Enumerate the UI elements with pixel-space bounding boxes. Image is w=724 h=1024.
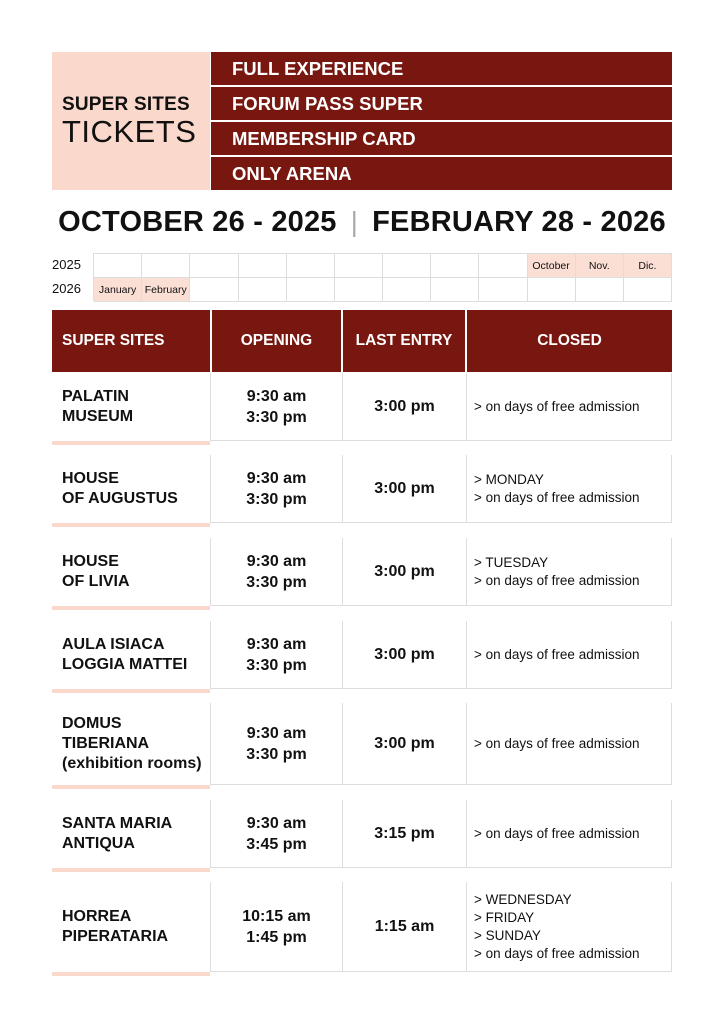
closed-days — [467, 703, 672, 785]
closed-item: > on days of free admission — [474, 489, 640, 505]
calendar-cell-2026-10 — [528, 278, 576, 302]
site-name — [52, 800, 210, 868]
closed-days — [467, 800, 672, 868]
opening-time: 9:30 am — [246, 635, 307, 653]
closed-item: > on days of free admission — [474, 572, 640, 588]
calendar-cell-2025-9 — [479, 254, 527, 278]
opening-time: 9:30 am — [246, 814, 307, 832]
closed-item: > SUNDAY — [474, 927, 541, 943]
opening-hours — [210, 538, 343, 606]
calendar-year-2025: 2025 — [52, 257, 81, 272]
closed-item: > on days of free admission — [474, 735, 640, 751]
site-name-line: OF AUGUSTUS — [62, 490, 178, 507]
site-name-line: MUSEUM — [62, 408, 134, 425]
closed-item: > TUESDAY — [474, 554, 549, 570]
calendar-cell-2025-8 — [431, 254, 479, 278]
opening-time: 9:30 am — [246, 724, 307, 742]
calendar-cell-2026-1: January — [94, 278, 142, 302]
table-row — [52, 621, 672, 689]
site-name — [52, 455, 210, 523]
opening-time: 9:30 am — [246, 387, 307, 405]
header-super-sites: SUPER SITES — [52, 310, 210, 372]
calendar-year-2026: 2026 — [52, 281, 81, 296]
ticket-header — [52, 52, 672, 190]
last-entry-time: 3:00 pm — [343, 538, 467, 606]
calendar-cell-2025-7 — [383, 254, 431, 278]
date-separator: | — [350, 206, 359, 237]
calendar-cell-2025-11: Nov. — [576, 254, 624, 278]
calendar-cell-2026-9 — [479, 278, 527, 302]
site-name-line: AULA ISIACA — [62, 636, 165, 653]
table-row — [52, 373, 672, 441]
opening-hours — [210, 455, 343, 523]
opening-time: 3:30 pm — [246, 656, 307, 674]
opening-time: 10:15 am — [242, 907, 311, 925]
header-last-entry: LAST ENTRY — [343, 310, 465, 372]
calendar-cell-2026-5 — [287, 278, 335, 302]
title-line-1: SUPER SITES — [62, 94, 190, 115]
calendar-cell-2025-10: October — [528, 254, 576, 278]
opening-time: 1:45 pm — [246, 928, 307, 946]
closed-item: > FRIDAY — [474, 909, 535, 925]
ticket-type-only-arena: ONLY ARENA — [211, 157, 672, 190]
site-name — [52, 538, 210, 606]
table-row — [52, 882, 672, 972]
opening-hours — [210, 882, 343, 972]
site-name-line: LOGGIA MATTEI — [62, 656, 188, 673]
opening-time: 3:30 pm — [246, 573, 307, 591]
opening-time: 3:45 pm — [246, 835, 307, 853]
site-name-line: SANTA MARIA — [62, 815, 173, 832]
header-opening: OPENING — [212, 310, 341, 372]
schedule-table-header — [52, 310, 672, 372]
site-name — [52, 882, 210, 972]
table-row — [52, 800, 672, 868]
calendar-cell-2026-8 — [431, 278, 479, 302]
table-row — [52, 455, 672, 523]
closed-item: > on days of free admission — [474, 945, 640, 961]
calendar-cell-2025-12: Dic. — [624, 254, 672, 278]
site-name-underline — [52, 785, 210, 789]
ticket-type-forum-pass-super: FORUM PASS SUPER — [211, 87, 672, 120]
site-name — [52, 373, 210, 441]
site-name — [52, 703, 210, 785]
site-name-line: (exhibition rooms) — [62, 755, 202, 772]
calendar-cell-2026-4 — [239, 278, 287, 302]
site-name-line: PALATIN — [62, 388, 129, 405]
closed-item: > on days of free admission — [474, 825, 640, 841]
opening-hours — [210, 800, 343, 868]
site-name-line: HOUSE — [62, 470, 119, 487]
site-name-line: HOUSE — [62, 553, 119, 570]
site-name-underline — [52, 441, 210, 445]
table-row — [52, 703, 672, 785]
site-name-underline — [52, 972, 210, 976]
title-line-2: TICKETS — [62, 114, 197, 149]
ticket-type-full-experience: FULL EXPERIENCE — [211, 52, 672, 85]
last-entry-time: 3:00 pm — [343, 703, 467, 785]
closed-days — [467, 373, 672, 441]
opening-hours — [210, 621, 343, 689]
calendar-cell-2025-3 — [190, 254, 238, 278]
site-name — [52, 621, 210, 689]
last-entry-time: 3:15 pm — [343, 800, 467, 868]
site-name-underline — [52, 523, 210, 527]
header-closed: CLOSED — [467, 310, 672, 372]
ticket-type-membership-card: MEMBERSHIP CARD — [211, 122, 672, 155]
site-name-line: PIPERATARIA — [62, 928, 169, 945]
site-name-underline — [52, 689, 210, 693]
opening-time: 3:30 pm — [246, 408, 307, 426]
closed-days — [467, 621, 672, 689]
calendar-cell-2026-12 — [624, 278, 672, 302]
calendar-cell-2026-7 — [383, 278, 431, 302]
calendar-grid — [93, 253, 672, 301]
site-name-line: TIBERIANA — [62, 735, 150, 752]
closed-item: > WEDNESDAY — [474, 891, 572, 907]
date-end: FEBRUARY 28 - 2026 — [372, 205, 666, 238]
site-name-line: DOMUS — [62, 715, 122, 732]
calendar-cell-2025-6 — [335, 254, 383, 278]
closed-item: > MONDAY — [474, 471, 544, 487]
opening-time: 3:30 pm — [246, 490, 307, 508]
opening-hours — [210, 373, 343, 441]
calendar-cell-2025-2 — [142, 254, 190, 278]
table-row — [52, 538, 672, 606]
calendar-cell-2025-5 — [287, 254, 335, 278]
calendar-cell-2025-4 — [239, 254, 287, 278]
opening-time: 9:30 am — [246, 552, 307, 570]
site-name-line: ANTIQUA — [62, 835, 135, 852]
calendar-cell-2026-2: February — [142, 278, 190, 302]
calendar-cell-2026-3 — [190, 278, 238, 302]
date-range — [52, 200, 672, 244]
calendar-year-labels — [52, 253, 92, 301]
calendar-cell-2026-11 — [576, 278, 624, 302]
opening-hours — [210, 703, 343, 785]
calendar-cell-2025-1 — [94, 254, 142, 278]
ticket-type-list — [210, 52, 672, 190]
opening-time: 3:30 pm — [246, 745, 307, 763]
site-name-underline — [52, 606, 210, 610]
closed-item: > on days of free admission — [474, 646, 640, 662]
calendar-cell-2026-6 — [335, 278, 383, 302]
date-start: OCTOBER 26 - 2025 — [58, 205, 337, 238]
opening-time: 9:30 am — [246, 469, 307, 487]
last-entry-time: 1:15 am — [343, 882, 467, 972]
last-entry-time: 3:00 pm — [343, 621, 467, 689]
site-name-line: OF LIVIA — [62, 573, 130, 590]
ticket-title-box — [52, 52, 210, 190]
last-entry-time: 3:00 pm — [343, 455, 467, 523]
last-entry-time: 3:00 pm — [343, 373, 467, 441]
site-name-line: HORREA — [62, 908, 132, 925]
closed-item: > on days of free admission — [474, 398, 640, 414]
closed-days — [467, 455, 672, 523]
closed-days — [467, 538, 672, 606]
site-name-underline — [52, 868, 210, 872]
closed-days — [467, 882, 672, 972]
